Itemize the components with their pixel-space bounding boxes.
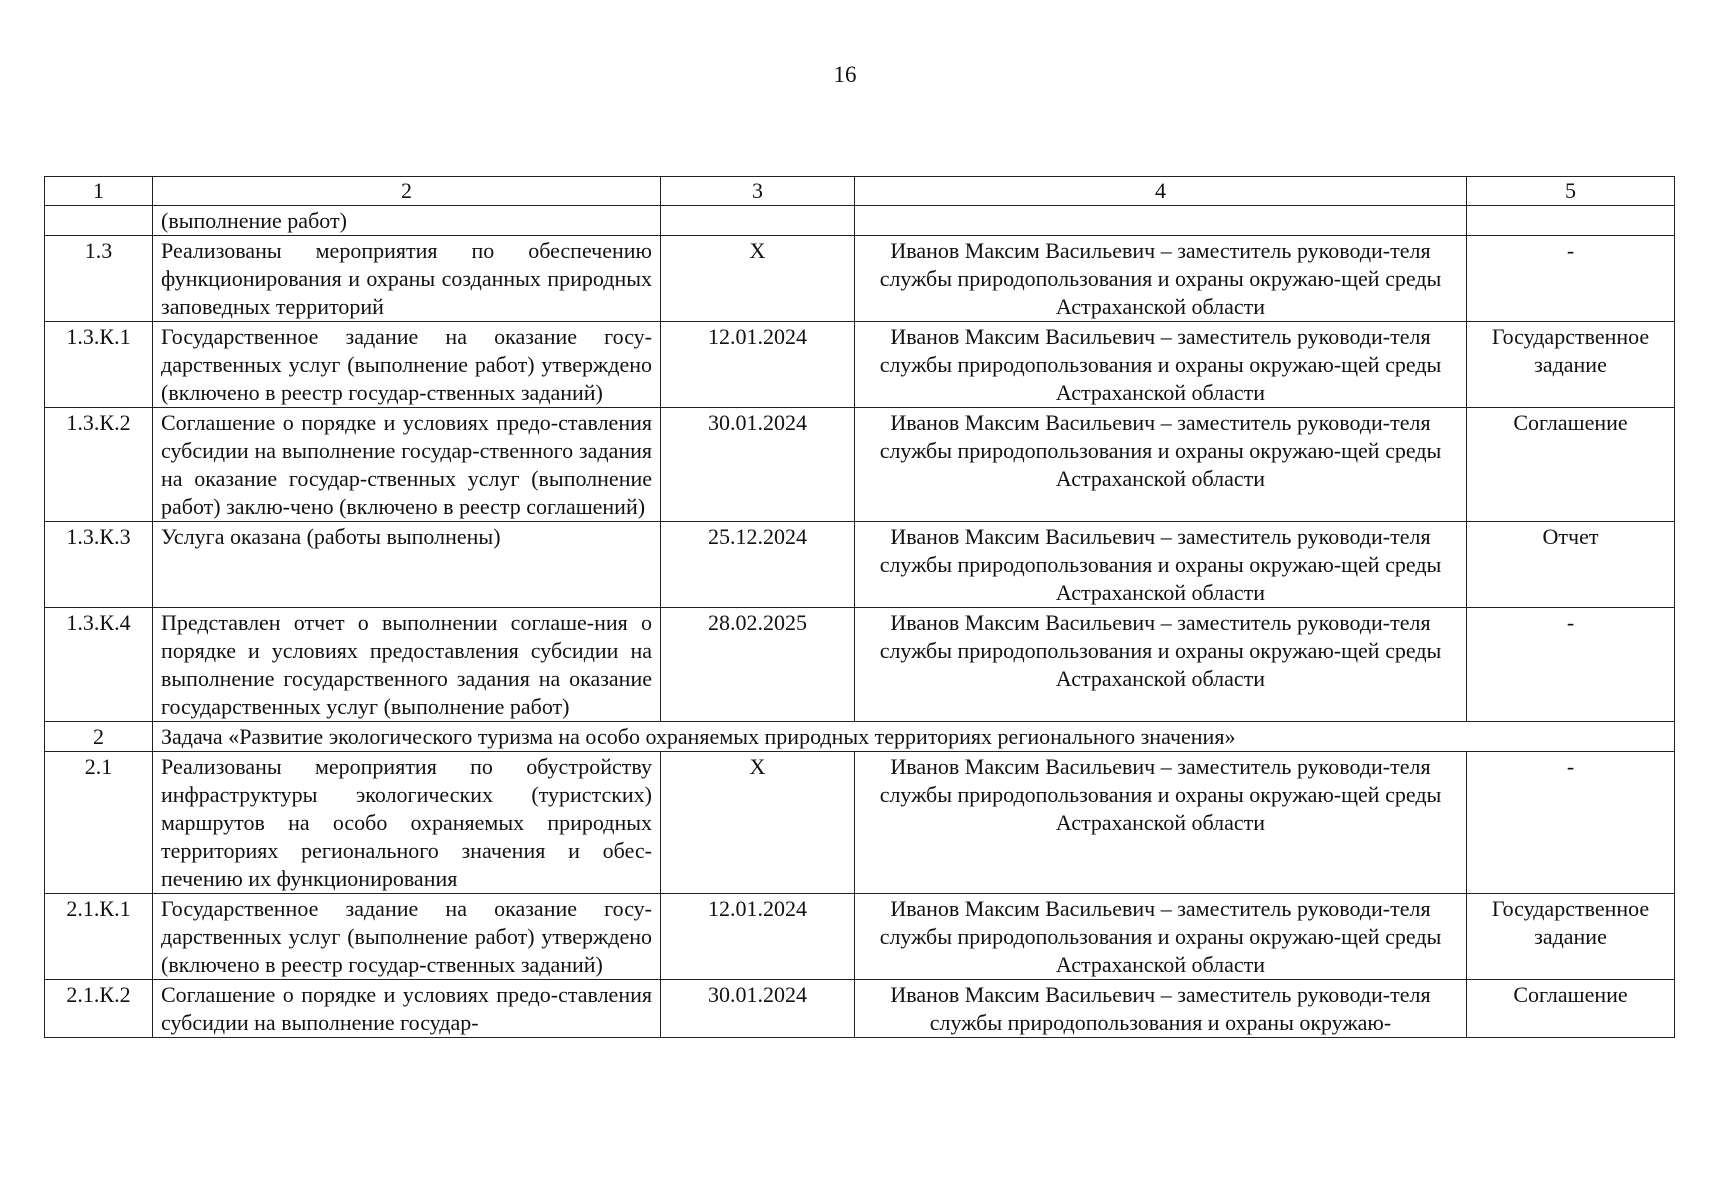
row-responsible: Иванов Максим Васильевич – заместитель руководи-теля службы природопользования и охраны окружаю-щей среды Астраханской области xyxy=(855,322,1467,408)
row-number xyxy=(45,206,153,236)
table-row xyxy=(45,980,1675,1038)
row-number: 1.3.К.2 xyxy=(45,408,153,522)
plan-table-body xyxy=(45,177,1675,1038)
row-number: 1.3.К.1 xyxy=(45,322,153,408)
row-number: 1.3.К.3 xyxy=(45,522,153,608)
row-deadline xyxy=(661,206,855,236)
row-description: Государственное задание на оказание госу-дарственных услуг (выполнение работ) утверждено (включено в реестр государ-ственных заданий) xyxy=(153,322,661,408)
task-title: Задача «Развитие экологического туризма на особо охраняемых природных территориях регионального значения» xyxy=(153,722,1675,752)
row-document-type: Государственное задание xyxy=(1467,894,1675,980)
row-responsible: Иванов Максим Васильевич – заместитель руководи-теля службы природопользования и охраны окружаю- xyxy=(855,980,1467,1038)
row-document-type xyxy=(1467,206,1675,236)
row-number: 2.1.К.1 xyxy=(45,894,153,980)
row-document-type: - xyxy=(1467,608,1675,722)
row-number: 1.3.К.4 xyxy=(45,608,153,722)
table-row xyxy=(45,322,1675,408)
row-deadline: 12.01.2024 xyxy=(661,322,855,408)
row-number: 1.3 xyxy=(45,236,153,322)
row-deadline: X xyxy=(661,752,855,894)
row-responsible xyxy=(855,206,1467,236)
header-row xyxy=(45,177,1675,206)
table-row xyxy=(45,408,1675,522)
header-cell-4: 4 xyxy=(855,177,1467,206)
row-description: Реализованы мероприятия по обустройству инфраструктуры экологических (туристских) маршрутов на особо охраняемых природных территориях регионального значения и обес-печению их функционирования xyxy=(153,752,661,894)
row-responsible: Иванов Максим Васильевич – заместитель руководи-теля службы природопользования и охраны окружаю-щей среды Астраханской области xyxy=(855,752,1467,894)
row-document-type: - xyxy=(1467,752,1675,894)
row-description: (выполнение работ) xyxy=(153,206,661,236)
row-number: 2 xyxy=(45,722,153,752)
row-document-type: - xyxy=(1467,236,1675,322)
row-responsible: Иванов Максим Васильевич – заместитель руководи-теля службы природопользования и охраны окружаю-щей среды Астраханской области xyxy=(855,408,1467,522)
row-responsible: Иванов Максим Васильевич – заместитель руководи-теля службы природопользования и охраны окружаю-щей среды Астраханской области xyxy=(855,894,1467,980)
row-document-type: Соглашение xyxy=(1467,980,1675,1038)
row-description: Реализованы мероприятия по обеспечению функционирования и охраны созданных природных заповедных территорий xyxy=(153,236,661,322)
row-description: Соглашение о порядке и условиях предо-ставления субсидии на выполнение государ- xyxy=(153,980,661,1038)
plan-table xyxy=(44,176,1675,1038)
header-cell-3: 3 xyxy=(661,177,855,206)
page-number: 16 xyxy=(833,62,857,87)
table-row xyxy=(45,206,1675,236)
row-document-type: Государственное задание xyxy=(1467,322,1675,408)
row-document-type: Соглашение xyxy=(1467,408,1675,522)
row-description: Соглашение о порядке и условиях предо-ставления субсидии на выполнение государ-ственного задания на оказание государ-ственных услуг (выполнение работ) заклю-чено (включено в реестр соглашений) xyxy=(153,408,661,522)
row-description: Представлен отчет о выполнении соглаше-ния о порядке и условиях предоставления субсидии на выполнение государственного задания на оказание государственных услуг (выполнение работ) xyxy=(153,608,661,722)
row-deadline: 25.12.2024 xyxy=(661,522,855,608)
table-row xyxy=(45,608,1675,722)
row-deadline: 30.01.2024 xyxy=(661,408,855,522)
header-cell-2: 2 xyxy=(153,177,661,206)
row-deadline: 30.01.2024 xyxy=(661,980,855,1038)
row-deadline: 28.02.2025 xyxy=(661,608,855,722)
row-responsible: Иванов Максим Васильевич – заместитель руководи-теля службы природопользования и охраны окружаю-щей среды Астраханской области xyxy=(855,236,1467,322)
row-deadline: 12.01.2024 xyxy=(661,894,855,980)
task-row xyxy=(45,722,1675,752)
row-number: 2.1.К.2 xyxy=(45,980,153,1038)
row-responsible: Иванов Максим Васильевич – заместитель руководи-теля службы природопользования и охраны окружаю-щей среды Астраханской области xyxy=(855,522,1467,608)
table-row xyxy=(45,522,1675,608)
row-number: 2.1 xyxy=(45,752,153,894)
row-document-type: Отчет xyxy=(1467,522,1675,608)
row-deadline: X xyxy=(661,236,855,322)
table-row xyxy=(45,752,1675,894)
table-row xyxy=(45,236,1675,322)
row-responsible: Иванов Максим Васильевич – заместитель руководи-теля службы природопользования и охраны окружаю-щей среды Астраханской области xyxy=(855,608,1467,722)
table-row xyxy=(45,894,1675,980)
header-cell-1: 1 xyxy=(45,177,153,206)
row-description: Государственное задание на оказание госу-дарственных услуг (выполнение работ) утверждено (включено в реестр государ-ственных заданий) xyxy=(153,894,661,980)
header-cell-5: 5 xyxy=(1467,177,1675,206)
row-description: Услуга оказана (работы выполнены) xyxy=(153,522,661,608)
